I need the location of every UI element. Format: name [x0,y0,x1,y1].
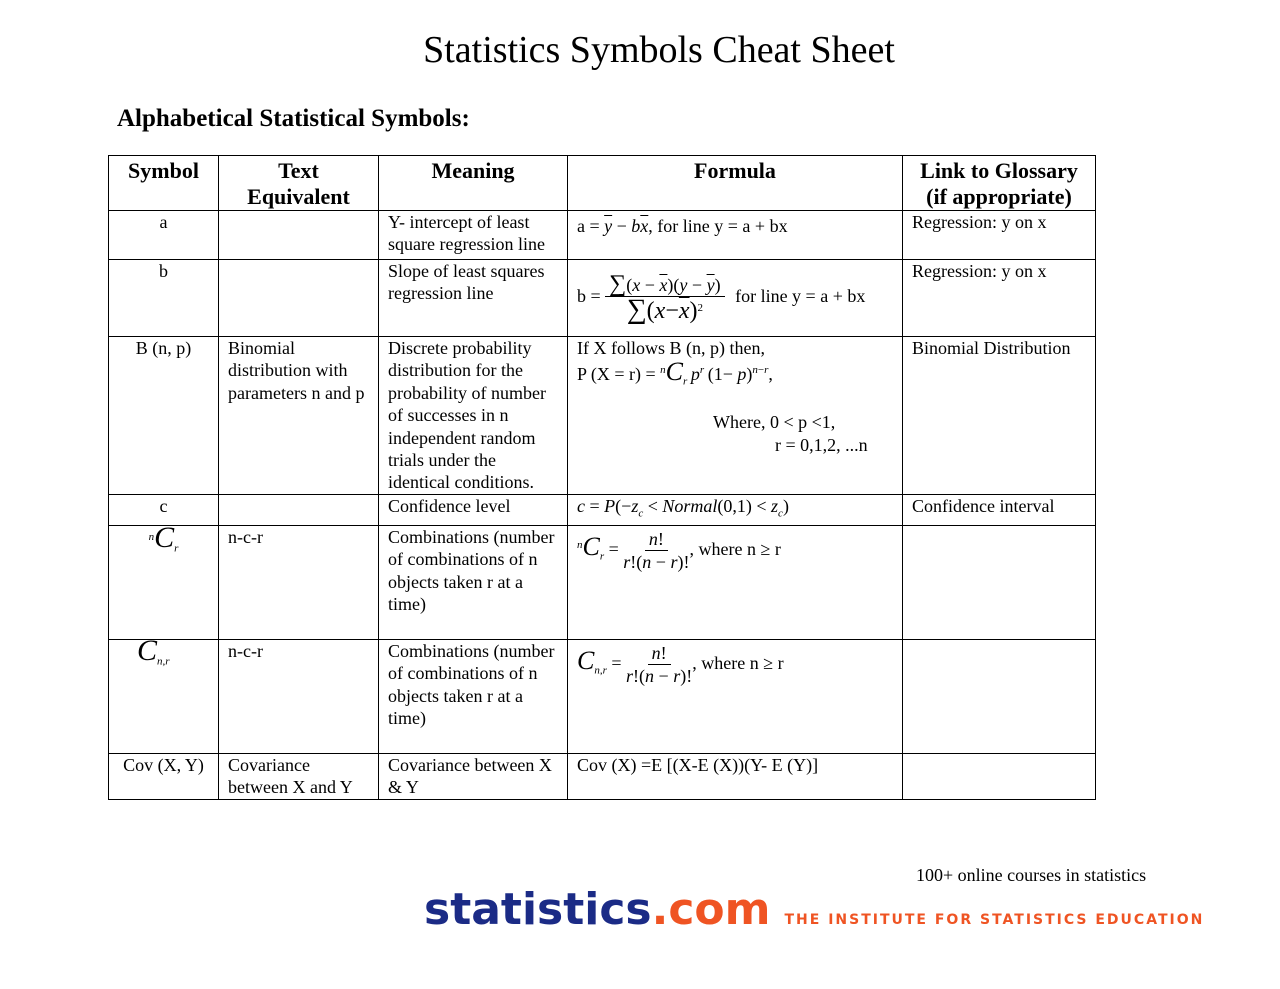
meaning-cell: Slope of least squares regression line [379,260,568,337]
section-heading: Alphabetical Statistical Symbols: [117,105,470,132]
formula-line: If X follows B (n, p) then, [577,338,765,358]
table-row [109,525,1096,639]
meaning-cell: Y- intercept of least square regression line [379,211,568,260]
courses-link[interactable]: 100+ online courses in statistics [916,865,1147,885]
meaning-cell: Discrete probability distribution for the probability of number of successes in n independent random trials under the identical conditions. [379,337,568,495]
text-cell [219,260,379,337]
table-header-row [109,156,1096,211]
text-cell: Covariance between X and Y [219,753,379,799]
symbol-cell: c [109,494,219,525]
symbol-cell [109,520,219,639]
logo-tagline: THE INSTITUTE FOR STATISTICS EDUCATION [784,912,1205,928]
symbol-cell: Cov (X, Y) [109,753,219,799]
formula-expression: $^nC_r$ = $\frac{n!}{r!(n - r)!}$ [577,528,690,573]
formula-cell [568,337,903,495]
logo-word: statistics [424,884,652,935]
formula-tail: , where n ≥ r [692,652,784,673]
formula-where: r = 0,1,2, ...n [775,434,868,455]
glossary-link[interactable]: Regression: y on x [903,260,1096,337]
statistics-com-logo[interactable] [424,884,1204,944]
page-title: Statistics Symbols Cheat Sheet [423,29,895,71]
table-row [109,211,1096,260]
formula-where: Where, 0 < p <1, [713,412,836,433]
formula-expression: $C_{n,r}$ = $\frac{n!}{r!(n - r)!}$ [577,642,693,687]
meaning-cell: Confidence level [379,494,568,525]
glossary-link[interactable] [903,525,1096,639]
symbol-cell: a [109,211,219,260]
logo-com: .com [651,884,771,935]
symbols-table [108,155,1096,800]
glossary-link[interactable] [903,753,1096,799]
header-text-equivalent: Text Equivalent [219,156,379,211]
text-cell [219,211,379,260]
formula-tail: , for line y = a + bx [648,216,788,236]
table-row [109,753,1096,799]
header-glossary: Link to Glossary (if appropriate) [903,156,1096,211]
glossary-link[interactable] [903,639,1096,753]
table-row [109,337,1096,495]
formula-expression: $a = \overline{y} - b\overline{x}$ [577,216,649,236]
text-cell: n-c-r [219,639,379,753]
formula-tail: for line y = a + bx [735,286,866,307]
header-formula: Formula [568,156,903,211]
header-symbol: Symbol [109,156,219,211]
formula-cell: Cov (X) =E [(X-E (X))(Y- E (Y)] [568,753,903,799]
cnr-symbol: $C_{n,r}$ [137,633,170,668]
meaning-cell: Covariance between X & Y [379,753,568,799]
formula-cell [568,525,903,639]
table-row [109,260,1096,337]
meaning-cell: Combinations (number of combinations of n objects taken r at a time) [379,639,568,753]
glossary-link[interactable]: Confidence interval [903,494,1096,525]
symbol-cell: B (n, p) [109,337,219,495]
formula-line: P $(X = r) = ^nC_r$ $p^r$ $(1- p)^{n-r}$, [577,357,773,388]
formula-cell [568,260,903,337]
formula-cell [568,211,903,260]
text-cell: n-c-r [219,525,379,639]
text-cell [219,494,379,525]
formula-tail: , where n ≥ r [689,538,781,559]
meaning-cell: Combinations (number of combinations of n objects taken r at a time) [379,525,568,639]
symbol-cell: b [109,260,219,337]
table-row [109,494,1096,525]
formula-expression: $c = P(-z_c$ < Normal(0,1) < $z_c$) [577,495,789,520]
text-cell: Binomial distribution with parameters n and p [219,337,379,495]
ncr-symbol: $^nC_r$ [148,520,179,555]
glossary-link[interactable]: Regression: y on x [903,211,1096,260]
formula-cell [568,639,903,753]
formula-cell [568,494,903,525]
header-meaning: Meaning [379,156,568,211]
table-row [109,639,1096,753]
glossary-link[interactable]: Binomial Distribution [903,337,1096,495]
formula-expression: b = $\frac{\sum(x - \overline{x})(y - \overline{y})}{\sum(x-\overline{x})^2}$ [577,286,729,306]
symbol-cell [109,633,219,753]
